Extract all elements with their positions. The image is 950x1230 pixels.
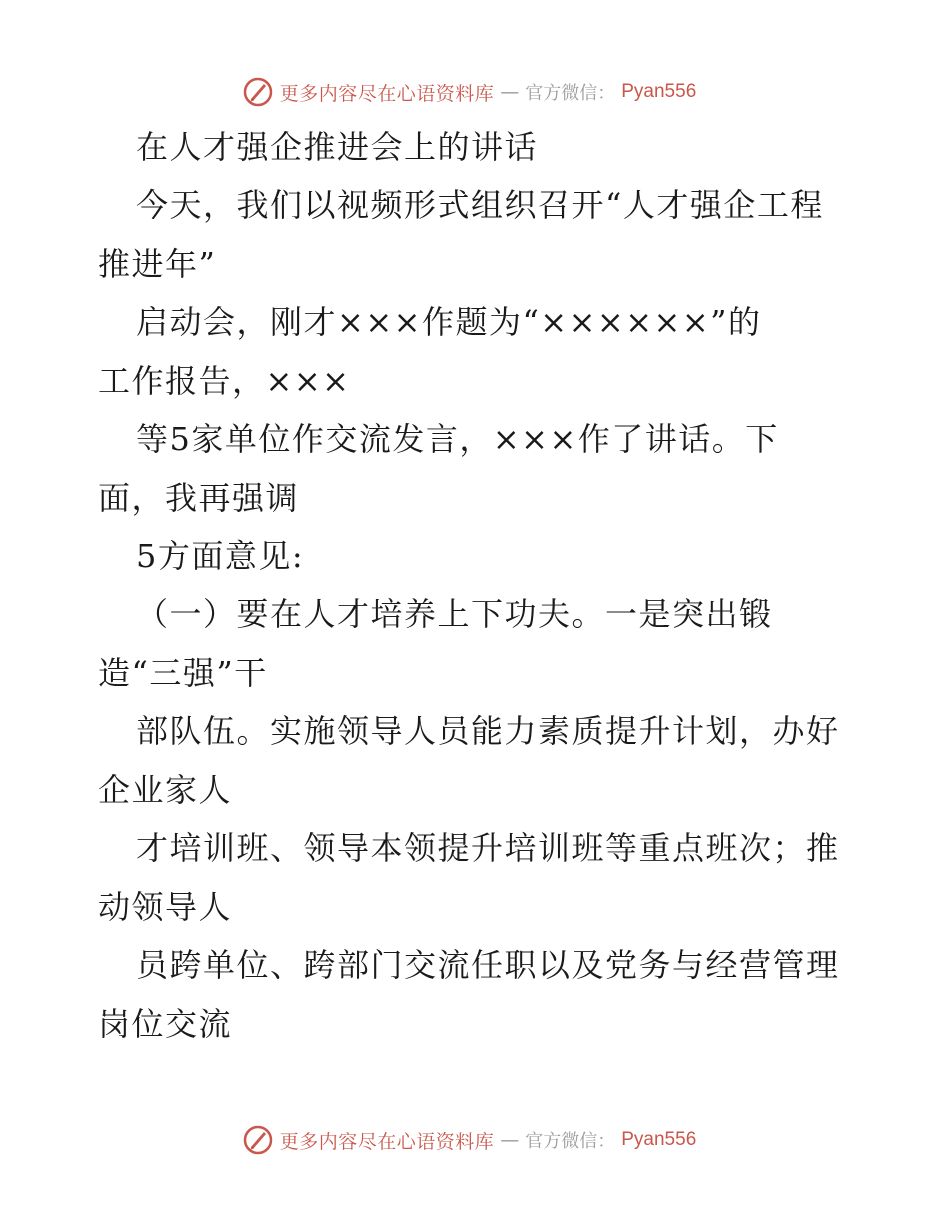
paragraph-line: 面，我再强调 <box>98 479 300 517</box>
watermark-wechat-label: 官方微信： <box>525 83 616 104</box>
paragraph-line: 动领导人 <box>98 888 233 926</box>
paragraph-line: 推进年” <box>98 245 217 283</box>
watermark-wechat-id: Pyan556 <box>621 1129 697 1150</box>
watermark-text: 更多内容尽在心语资料库 <box>279 82 495 105</box>
watermark-separator: — <box>500 81 520 103</box>
watermark-separator: — <box>500 1129 520 1151</box>
paragraph-line: 企业家人 <box>98 771 233 809</box>
paragraph-line: 造“三强”干 <box>98 654 268 692</box>
footer-watermark <box>0 1120 950 1160</box>
watermark-wechat-label: 官方微信： <box>525 1131 616 1152</box>
section-heading-line: （一）要在人才培养上下功夫。一是突出锻 <box>136 595 773 633</box>
paragraph-line: 等5家单位作交流发言，×××作了讲话。下 <box>136 420 779 458</box>
paragraph-line: 员跨单位、跨部门交流任职以及党务与经营管理 <box>136 946 840 984</box>
watermark-wechat-id: Pyan556 <box>621 81 697 102</box>
paragraph-line: 今天，我们以视频形式组织召开“人才强企工程 <box>136 186 824 224</box>
paragraph-line: 5方面意见: <box>136 537 305 575</box>
document-title: 在人才强企推进会上的讲话 <box>136 128 539 166</box>
quill-logo-icon <box>242 76 274 108</box>
paragraph-line: 才培训班、领导本领提升培训班等重点班次；推 <box>136 829 840 867</box>
paragraph-line: 工作报告，××× <box>98 362 351 400</box>
watermark-text: 更多内容尽在心语资料库 <box>279 1130 495 1153</box>
header-watermark <box>0 72 950 112</box>
paragraph-line: 部队伍。实施领导人员能力素质提升计划，办好 <box>136 712 840 750</box>
paragraph-line: 岗位交流 <box>98 1005 233 1043</box>
paragraph-line: 启动会，刚才×××作题为“××××××”的 <box>136 303 762 341</box>
quill-logo-icon <box>242 1124 274 1156</box>
